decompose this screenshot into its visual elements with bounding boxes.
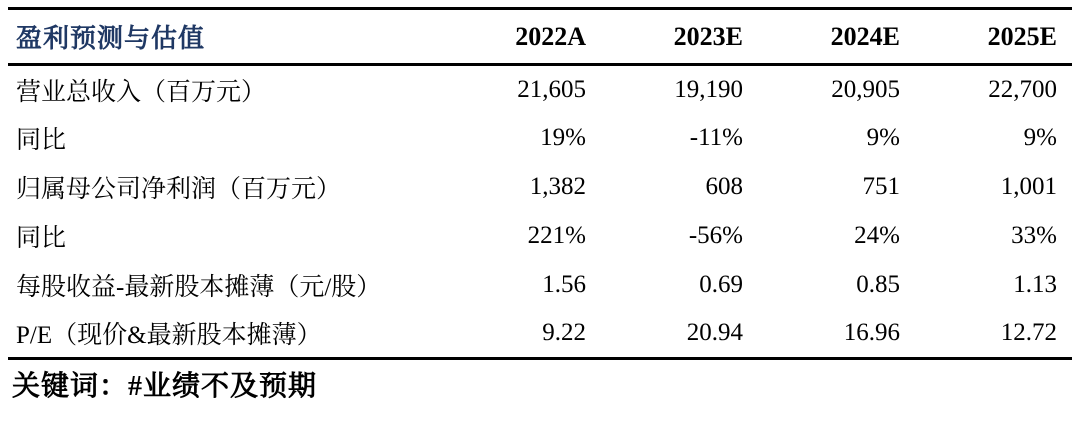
cell-value: 1.13 [1013, 271, 1057, 298]
cell-value: 21,605 [517, 75, 586, 103]
table-title: 盈利预测与估值 [8, 9, 444, 65]
cell-value: 24% [854, 222, 900, 249]
row-label: 营业总收入（百万元） [16, 78, 267, 106]
cell-value: 221% [527, 222, 586, 249]
cell-value: 19,190 [674, 75, 743, 103]
table-row-eps [8, 261, 1072, 310]
cell-value: 9% [1023, 124, 1057, 151]
row-label: 归属母公司净利润（百万元） [16, 176, 342, 203]
table-row-revenue [8, 65, 1072, 114]
column-header-2022a: 2022A [444, 9, 601, 65]
table-row-net-profit [8, 163, 1072, 212]
cell-value: 0.69 [699, 271, 743, 298]
column-header-2024e: 2024E [758, 9, 915, 65]
cell-value: 20,905 [831, 75, 900, 103]
cell-value: 0.85 [856, 271, 900, 298]
table-row-revenue-yoy [8, 114, 1072, 163]
cell-value: 19% [540, 124, 586, 151]
cell-value: 20.94 [601, 310, 758, 359]
table-row-net-profit-yoy [8, 212, 1072, 261]
table-header-row [8, 9, 1072, 65]
cell-value: 12.72 [915, 310, 1072, 359]
cell-value: 1,001 [1000, 173, 1057, 200]
row-label: 同比 [16, 225, 67, 252]
cell-value: 33% [1011, 222, 1057, 249]
row-label: 同比 [16, 127, 67, 154]
cell-value: 1.56 [542, 271, 586, 298]
profit-forecast-table [8, 7, 1072, 360]
cell-value: 9.22 [444, 310, 601, 359]
row-label: P/E（现价&最新股本摊薄） [8, 310, 444, 359]
keyword-text: 关键词：#业绩不及预期 [12, 371, 318, 402]
cell-value: -11% [689, 124, 743, 151]
cell-value: 22,700 [988, 75, 1057, 103]
cell-value: 1,382 [529, 173, 586, 200]
cell-value: 9% [866, 124, 900, 151]
cell-value: 16.96 [758, 310, 915, 359]
cell-value: -56% [688, 222, 743, 249]
column-header-2023e: 2023E [601, 9, 758, 65]
row-label: 每股收益-最新股本摊薄（元/股） [16, 274, 382, 301]
cell-value: 608 [705, 173, 743, 200]
cell-value: 751 [862, 173, 900, 200]
column-header-2025e: 2025E [915, 9, 1072, 65]
keyword-line [8, 371, 1072, 403]
table-row-pe [8, 310, 1072, 359]
